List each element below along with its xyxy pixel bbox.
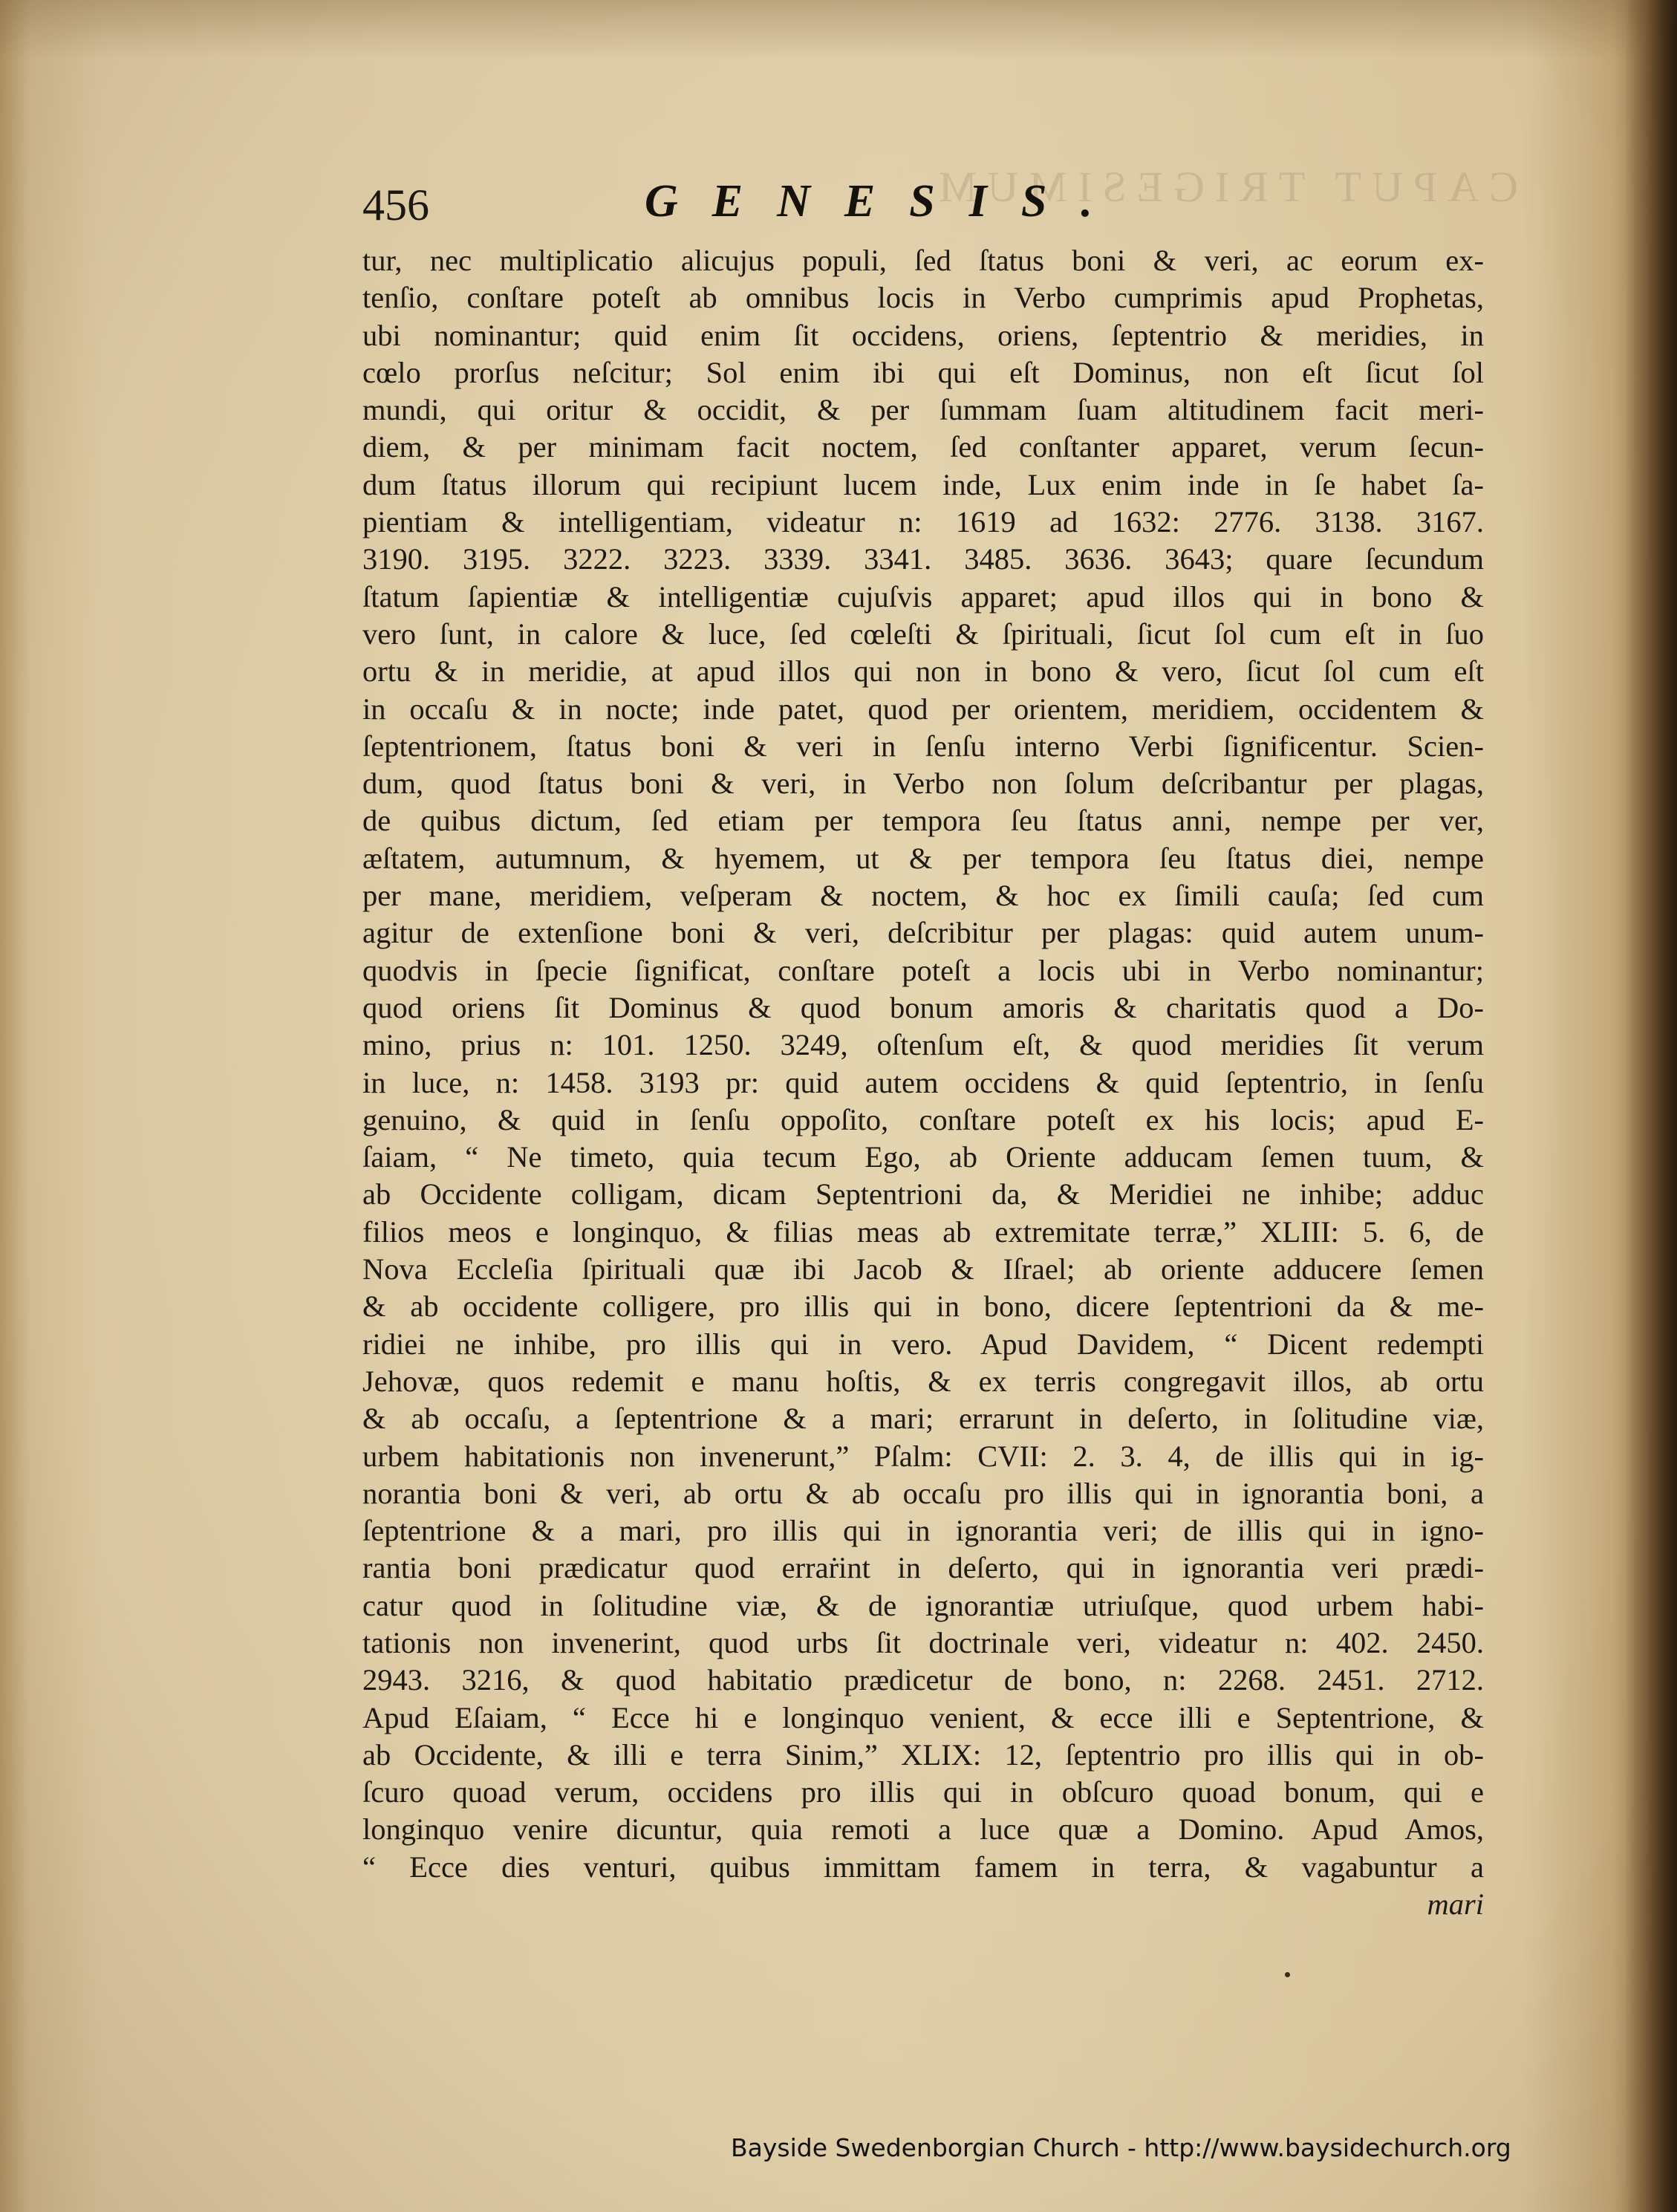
text-line: ubi nominantur; quid enim ſit occidens, oriens, ſeptentrio & meridies, in [362,318,1484,352]
text-line: ſtatum ſapientiæ & intelligentiæ cujuſvis apparet; apud illos qui in bono & [362,579,1484,614]
text-line: Nova Eccleſia ſpirituali quæ ibi Jacob & Iſrael; ab oriente adducere ſemen [362,1252,1484,1286]
text-line: longinquo venire dicuntur, quia remoti a luce quæ a Domino. Apud Amos, [362,1812,1484,1847]
text-line: cœlo prorſus neſcitur; Sol enim ibi qui eſt Dominus, non eſt ſicut ſol [362,355,1484,389]
text-line: mundi, qui oritur & occidit, & per ſummam ſuam altitudinem facit meri- [362,393,1484,427]
text-line: ab Occidente colligam, dicam Septentrioni da, & Meridiei ne inhibe; adduc [362,1177,1484,1211]
text-line: dum ſtatus illorum qui recipiunt lucem inde, Lux enim inde in ſe habet ſa- [362,467,1484,501]
text-line: catur quod in ſolitudine viæ, & de ignorantiæ utriuſque, quod urbem habi- [362,1588,1484,1622]
text-line: agitur de extenſione boni & veri, deſcribitur per plagas: quid autem unum- [362,916,1484,950]
text-line: genuino, & quid in ſenſu oppoſito, conſtare poteſt ex his locis; apud E- [362,1102,1484,1136]
running-title: GENESIS. [645,176,1127,227]
text-line: urbem habitationis non invenerunt,” Pſalm: CVII: 2. 3. 4, de illis qui in ig- [362,1439,1484,1473]
text-line: tur, nec multiplicatio alicujus populi, ſed ſtatus boni & veri, ac eorum ex- [362,244,1484,277]
text-line: 2943. 3216, & quod habitatio prædicetur de bono, n: 2268. 2451. 2712. [362,1663,1484,1697]
text-line: quod oriens ſit Dominus & quod bonum amoris & charitatis quod a Do- [362,990,1484,1024]
text-line: pientiam & intelligentiam, videatur n: 1619 ad 1632: 2776. 3138. 3167. [362,505,1484,539]
body-text [362,242,1484,1923]
text-line: filios meos e longinquo, & filias meas ab extremitate terræ,” XLIII: 5. 6, de [362,1214,1484,1249]
catchword: mari [1427,1887,1484,1922]
text-line: per mane, meridiem, veſperam & noctem, & hoc ex ſimili cauſa; ſed cum [362,879,1484,913]
text-line: quodvis in ſpecie ſignificat, conſtare poteſt a locis ubi in Verbo nominantur; [362,953,1484,987]
text-line: norantia boni & veri, ab ortu & ab occaſu pro illis qui in ignorantia boni, a [362,1476,1484,1510]
ink-speck [1285,1972,1290,1977]
text-line: tationis non invenerint, quod urbs ſit doctrinale veri, videatur n: 402. 2450. [362,1625,1484,1659]
text-line: ortu & in meridie, at apud illos qui non in bono & vero, ſicut ſol cum eſt [362,654,1484,689]
text-line: ridiei ne inhibe, pro illis qui in vero. Apud Davidem, “ Dicent redempti [362,1327,1484,1361]
text-line: æſtatem, autumnum, & hyemem, ut & per tempora ſeu ſtatus diei, nempe [362,841,1484,875]
page-top-shadow [0,0,1677,59]
reverse-page-showthrough: CAPUT TRIGESIMUM [928,163,1518,211]
text-line: & ab occidente colligere, pro illis qui in bono, dicere ſeptentrioni da & me- [362,1289,1484,1324]
text-line: dum, quod ſtatus boni & veri, in Verbo non ſolum deſcribantur per plagas, [362,767,1484,801]
text-line: in luce, n: 1458. 3193 pr: quid autem occidens & quid ſeptentrio, in ſenſu [362,1065,1484,1099]
page-right-edge [1625,0,1677,2212]
text-line: Apud Eſaiam, “ Ecce hi e longinquo venient, & ecce illi e Septentrione, & [362,1700,1484,1734]
text-line: diem, & per minimam facit noctem, ſed conſtanter apparet, verum ſecun- [362,430,1484,464]
text-line: ab Occidente, & illi e terra Sinim,” XLIX: 12, ſeptentrio pro illis qui in ob- [362,1737,1484,1772]
text-line: rantia boni prædicatur quod erraṙint in deſerto, qui in ignorantia veri prædi- [362,1551,1484,1585]
text-line: mino, prius n: 101. 1250. 3249, oſtenſum eſt, & quod meridies ſit verum [362,1028,1484,1062]
text-line: Jehovæ, quos redemit e manu hoſtis, & ex terris congregavit illos, ab ortu [362,1364,1484,1398]
text-line: vero ſunt, in calore & luce, ſed cœleſti & ſpirituali, ſicut ſol cum eſt in ſuo [362,617,1484,651]
text-line: tenſio, conſtare poteſt ab omnibus locis in Verbo cumprimis apud Prophetas, [362,281,1484,315]
page-header [362,175,1521,235]
text-line: de quibus dictum, ſed etiam per tempora ſeu ſtatus anni, nempe per ver, [362,804,1484,838]
page-number: 456 [362,180,429,230]
text-line: & ab occaſu, a ſeptentrione & a mari; errarunt in deſerto, in ſolitudine viæ, [362,1402,1484,1436]
text-line: ſcuro quoad verum, occidens pro illis qui in obſcuro quoad bonum, qui e [362,1775,1484,1809]
text-line: ſeptentrionem, ſtatus boni & veri in ſenſu interno Verbi ſignificentur. Scien- [362,729,1484,763]
footer-credit: Bayside Swedenborgian Church - http://www.baysidechurch.org [731,2133,1511,2162]
text-line: in occaſu & in nocte; inde patet, quod per orientem, meridiem, occidentem & [362,692,1484,726]
text-line: “ Ecce dies venturi, quibus immittam famem in terra, & vagabuntur a [362,1850,1484,1884]
text-line: ſaiam, “ Ne timeto, quia tecum Ego, ab Oriente adducam ſemen tuum, & [362,1140,1484,1174]
text-line: ſeptentrione & a mari, pro illis qui in ignorantia veri; de illis qui in igno- [362,1514,1484,1548]
text-line: 3190. 3195. 3222. 3223. 3339. 3341. 3485. 3636. 3643; quare ſecundum [362,542,1484,576]
